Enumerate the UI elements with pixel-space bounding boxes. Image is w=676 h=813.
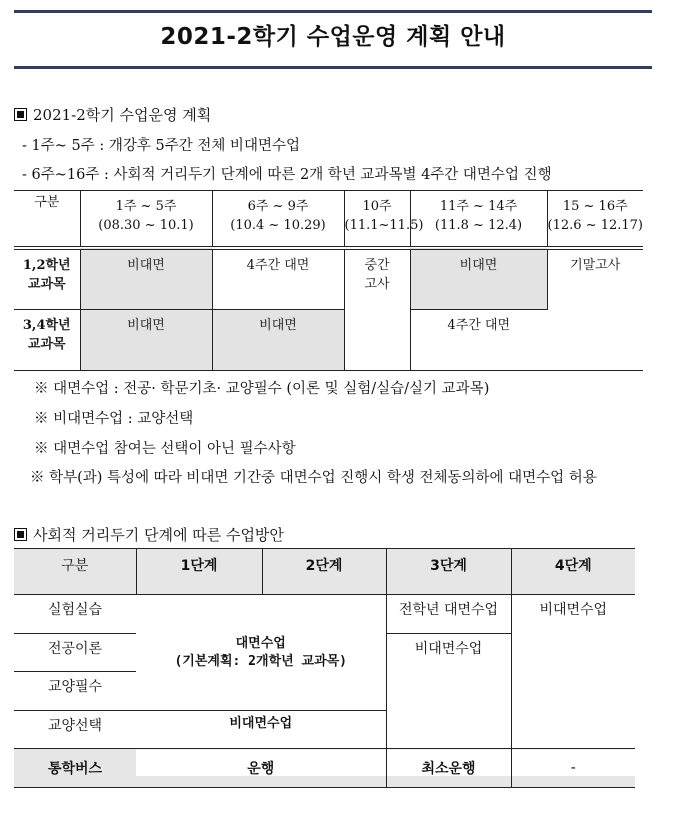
cell-grade34-week1-5: 비대면	[80, 310, 212, 371]
schedule-row-grade12	[14, 248, 643, 310]
distancing-table	[14, 548, 635, 788]
header-week6-9: 6주 ~ 9주 (10.4 ~ 10.29)	[212, 191, 344, 248]
header-stage4: 4단계	[511, 549, 635, 595]
header-week10: 10주 (11.1~11.5)	[344, 191, 410, 248]
cell-grade12-week6-9: 4주간 대면	[212, 248, 344, 310]
header-category: 구분	[14, 549, 136, 595]
schedule-line-2: - 6주~16주 : 사회적 거리두기 단계에 따른 2개 학년 교과목별 4주간 대면수업 진행	[22, 167, 552, 183]
note-1: ※ 대면수업 : 전공· 학문기초· 교양필수 (이론 및 실험/실습/실기 교과목)	[34, 381, 490, 397]
cell-grade34-week11-14: 4주간 대면	[410, 310, 547, 371]
cell-stage4-non-face: 비대면수업	[511, 595, 635, 749]
section2-heading: 사회적 거리두기 단계에 따른 수업방안	[14, 524, 284, 545]
cell-final-exam: 기말고사	[547, 248, 643, 371]
cell-bus-minimum: 최소운행	[386, 749, 511, 788]
distancing-header-row	[14, 549, 635, 595]
square-bullet-icon	[14, 108, 27, 121]
cell-grade12-week1-5: 비대면	[80, 248, 212, 310]
schedule-header-row	[14, 191, 643, 248]
label-lab-practice: 실험실습	[14, 595, 136, 634]
cell-bus-stage4: -	[511, 749, 635, 788]
row-label-grade12: 1,2학년 교과목	[14, 248, 80, 310]
title-bottom-rule	[14, 66, 652, 69]
label-required-liberal: 교양필수	[14, 672, 136, 711]
note-4: ※ 학부(과) 특성에 따라 비대면 기간중 대면수업 진행시 학생 전체동의하에 대면수업 허용	[30, 470, 597, 486]
cell-stage3-non-face: 비대면수업	[386, 634, 511, 749]
cell-all-grades-face: 전학년 대면수업	[386, 595, 511, 634]
row-lab-practice	[14, 595, 635, 634]
header-category: 구분	[14, 191, 80, 248]
header-stage2: 2단계	[262, 549, 386, 595]
note-3: ※ 대면수업 참여는 선택이 아닌 필수사항	[34, 441, 296, 457]
header-week11-14: 11주 ~ 14주 (11.8 ~ 12.4)	[410, 191, 547, 248]
cell-bus-operating: 운행	[136, 749, 386, 788]
header-week15-16: 15 ~ 16주 (12.6 ~ 12.17)	[547, 191, 643, 248]
row-label-grade34: 3,4학년 교과목	[14, 310, 80, 371]
cell-grade34-week6-9: 비대면	[212, 310, 344, 371]
page-title: 2021-2학기 수업운영 계획 안내	[160, 24, 506, 50]
title-top-rule	[14, 10, 652, 13]
square-bullet-icon	[14, 528, 27, 541]
label-elective-liberal: 교양선택	[14, 711, 136, 749]
cell-grade12-week11-14: 비대면	[410, 248, 547, 310]
header-stage1: 1단계	[136, 549, 262, 595]
header-stage3: 3단계	[386, 549, 511, 595]
header-week1-5: 1주 ~ 5주 (08.30 ~ 10.1)	[80, 191, 212, 248]
label-major-theory: 전공이론	[14, 634, 136, 672]
row-shuttle-bus	[14, 749, 635, 788]
cell-face-to-face: 대면수업 (기본계획: 2개학년 교과목)	[136, 595, 386, 711]
note-2: ※ 비대면수업 : 교양선택	[34, 411, 194, 427]
cell-midterm: 중간 고사	[344, 248, 410, 371]
schedule-line-1: - 1주~ 5주 : 개강후 5주간 전체 비대면수업	[22, 138, 300, 154]
label-shuttle-bus: 통학버스	[14, 749, 136, 788]
schedule-table	[14, 190, 643, 371]
section1-heading: 2021-2학기 수업운영 계획	[14, 104, 211, 125]
cell-non-face: 비대면수업	[136, 711, 386, 749]
